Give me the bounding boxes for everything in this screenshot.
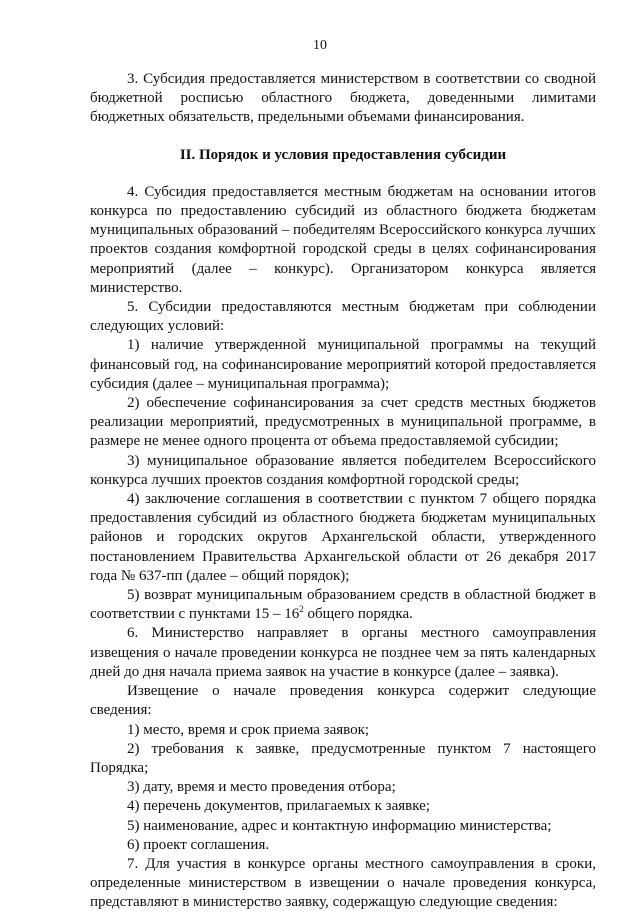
notice-item-2: 2) требования к заявке, предусмотренные пунктом 7 настоящего Порядка; [90,740,596,776]
condition-5-text: 5) возврат муниципальным образованием средств в областной бюджет в соответствии с пунктами 15 – 16 [90,587,596,623]
paragraph-5: 5. Субсидии предоставляются местным бюджетам при соблюдении следующих условий: [90,299,596,335]
condition-5-superscript: 2 [299,604,304,615]
condition-5 [90,586,596,624]
condition-3: 3) муниципальное образование является победителем Всероссийского конкурса лучших проектов создания комфортной городской среды; [90,452,596,488]
paragraph-7: 7. Для участия в конкурсе органы местного самоуправления в сроки, определенные министерством в извещении о начале проведения конкурса, представляют в министерство заявку, содержащую следующие сведения: [90,855,596,911]
document-body [90,70,596,913]
page-number: 10 [313,38,327,53]
notice-item-4: 4) перечень документов, прилагаемых к заявке; [127,798,430,815]
notice-item-1: 1) место, время и срок приема заявок; [127,721,370,738]
section-heading: II. Порядок и условия предоставления субсидии [179,146,507,163]
condition-4: 4) заключение соглашения в соответствии с пунктом 7 общего порядка предоставления субсидий из областного бюджета бюджетам муниципальных районов и городских округов Архангельской области, утвержденного постановлением Правительства Архангельской области от 26 декабря 2017 года № 637-пп (далее – общий порядок); [90,491,596,584]
condition-1: 1) наличие утвержденной муниципальной программы на текущий финансовый год, на софинансирование мероприятий которой предоставляется субсидия (далее – муниципальная программа); [90,337,596,392]
notice-item-5: 5) наименование, адрес и контактную информацию министерства; [127,817,552,834]
notice-intro: Извещение о начале проведения конкурса содержит следующие сведения: [90,683,596,719]
paragraph-6: 6. Министерство направляет в органы местного самоуправления извещения о начале проведении конкурса не позднее чем за пять календарных дней до дня начала приема заявок на участие в конкурсе (далее – заявка). [90,625,596,680]
paragraph-4: 4. Субсидия предоставляется местным бюджетам на основании итогов конкурса по предоставлению субсидий из областного бюджета бюджетам муниципальных образований – победителям Всероссийского конкурса лучших проектов создания комфортной городской среды в целях софинансирования мероприятий (далее – конкурс). Организатором конкурса является министерство. [90,183,596,296]
notice-item-3: 3) дату, время и место проведения отбора; [127,779,396,796]
notice-item-6: 6) проект соглашения. [127,836,270,853]
paragraph-3: 3. Субсидия предоставляется министерством в соответствии со сводной бюджетной росписью областного бюджета, доведенными лимитами бюджетных обязательств, предельными объемами финансирования. [90,71,596,126]
condition-5-tail: общего порядка. [303,606,413,623]
condition-2: 2) обеспечение софинансирования за счет средств местных бюджетов реализации мероприятий, предусмотренных в муниципальной программе, в размере не менее одного процента от объема предоставляемой субсидии; [90,395,596,450]
